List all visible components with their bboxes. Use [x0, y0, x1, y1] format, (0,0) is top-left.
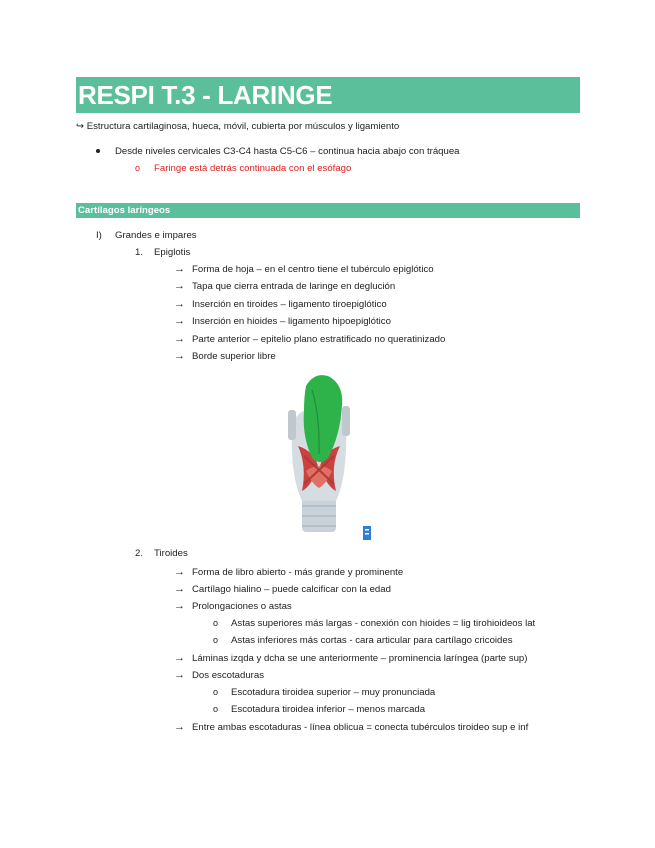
- group-label: Grandes e impares: [115, 230, 197, 241]
- intro-sub-bullet: Faringe está detrás continuada con el esófago: [154, 163, 352, 174]
- list-item: Escotadura tiroidea superior – muy pronunciada: [231, 687, 436, 698]
- arrow-icon: →: [174, 583, 185, 595]
- list-item: Cartílago hialino – puede calcificar con la edad: [192, 584, 391, 595]
- arrow-icon: →: [174, 350, 185, 362]
- arrow-icon: →: [174, 280, 185, 292]
- intro-line: [76, 121, 399, 132]
- item-name-tiroides: Tiroides: [154, 548, 188, 559]
- circle-bullet-icon: o: [213, 687, 219, 697]
- arrow-icon: →: [174, 652, 185, 664]
- list-item: Astas inferiores más cortas - cara articular para cartílago cricoides: [231, 635, 513, 646]
- intro-text: Estructura cartilaginosa, hueca, móvil, cubierta por músculos y ligamiento: [86, 121, 400, 132]
- arrow-icon: →: [174, 566, 185, 578]
- arrow-icon: →: [174, 298, 185, 310]
- list-item: Dos escotaduras: [192, 670, 264, 681]
- page-title: RESPI T.3 - LARINGE: [78, 80, 333, 110]
- bullet-icon: [96, 149, 100, 153]
- intro-bullet: Desde niveles cervicales C3-C4 hasta C5-C6 – continua hacia abajo con tráquea: [115, 146, 460, 157]
- circle-bullet-icon: o: [213, 704, 219, 714]
- item-number: 1.: [135, 247, 144, 258]
- section-title: Cartílagos laríngeos: [78, 205, 171, 216]
- list-item: Inserción en hioides – ligamento hipoepiglótico: [192, 316, 391, 327]
- circle-bullet-icon: o: [213, 635, 219, 645]
- list-item: Prolongaciones o astas: [192, 601, 292, 612]
- arrow-icon: →: [174, 669, 185, 681]
- list-item: Parte anterior – epitelio plano estratificado no queratinizado: [192, 334, 446, 345]
- item-name-epiglotis: Epiglotis: [154, 247, 191, 258]
- epiglottis-illustration: [262, 366, 374, 546]
- circle-bullet-icon: o: [135, 163, 141, 173]
- arrow-icon: →: [174, 263, 185, 275]
- group-marker: I): [96, 230, 102, 241]
- list-item: Tapa que cierra entrada de laringe en deglución: [192, 281, 396, 292]
- list-item: Escotadura tiroidea inferior – menos marcada: [231, 704, 426, 715]
- list-item: Inserción en tiroides – ligamento tiroepiglótico: [192, 299, 387, 310]
- list-item: Forma de libro abierto - más grande y prominente: [192, 567, 404, 578]
- list-item: Astas superiores más largas - conexión con hioides = lig tirohioideos lat: [231, 618, 536, 629]
- list-item: Borde superior libre: [192, 351, 276, 362]
- circle-bullet-icon: o: [213, 618, 219, 628]
- list-item: Forma de hoja – en el centro tiene el tubérculo epiglótico: [192, 264, 434, 275]
- arrow-icon: →: [174, 600, 185, 612]
- list-item: Entre ambas escotaduras - línea oblicua = conecta tubérculos tiroideo sup e inf: [192, 722, 529, 733]
- list-item: Láminas izqda y dcha se une anteriormente – prominencia laríngea (parte sup): [192, 653, 528, 664]
- arrow-icon: →: [174, 721, 185, 733]
- section-banner: [76, 203, 580, 218]
- arrow-icon: →: [174, 333, 185, 345]
- title-banner: [76, 77, 580, 113]
- trachea-shape: [302, 496, 336, 532]
- item-number: 2.: [135, 548, 144, 559]
- return-arrow-icon: ↪: [76, 121, 85, 132]
- arrow-icon: →: [174, 315, 185, 327]
